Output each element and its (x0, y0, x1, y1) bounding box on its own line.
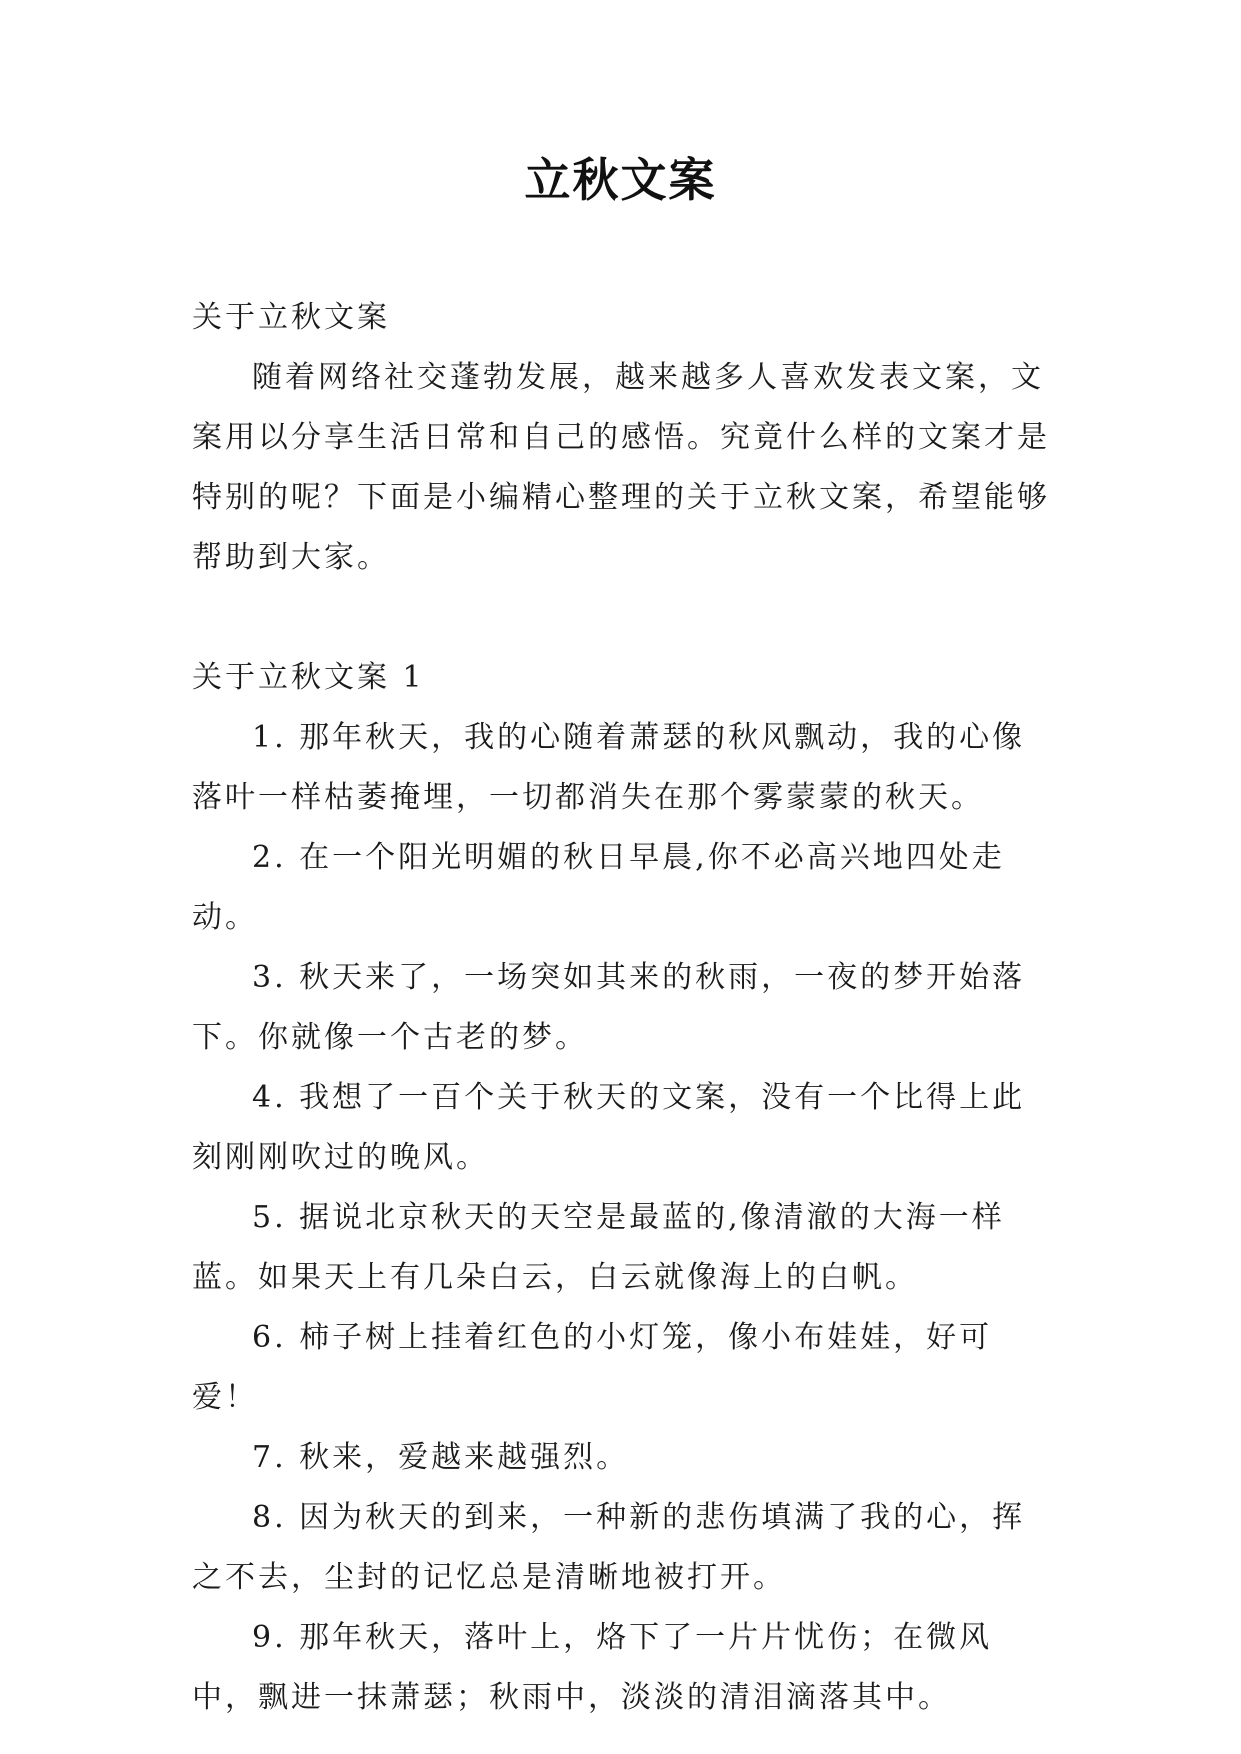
intro-paragraph: 随着网络社交蓬勃发展，越来越多人喜欢发表文案，文案用以分享生活日常和自己的感悟。究竟什么样的文案才是特别的呢？下面是小编精心整理的关于立秋文案，希望能够帮助到大家。 (192, 360, 1050, 575)
document-title: 立秋文案 (524, 153, 717, 207)
list-item: 1. 那年秋天，我的心随着萧瑟的秋风飘动，我的心像落叶一样枯萎掩埋，一切都消失在那个雾蒙蒙的秋天。 (192, 720, 1026, 815)
section-spacer (192, 588, 1052, 648)
section-heading: 关于立秋文案 1 (192, 660, 425, 695)
list-item: 6. 柿子树上挂着红色的小灯笼，像小布娃娃，好可爱！ (192, 1320, 993, 1415)
intro-heading: 关于立秋文案 (192, 300, 390, 335)
list-item: 3. 秋天来了，一场突如其来的秋雨，一夜的梦开始落下。你就像一个古老的梦。 (192, 960, 1026, 1055)
list-item: 5. 据说北京秋天的天空是最蓝的,像清澈的大海一样蓝。如果天上有几朵白云，白云就像海上的白帆。 (192, 1200, 1005, 1295)
list-item: 8. 因为秋天的到来，一种新的悲伤填满了我的心，挥之不去，尘封的记忆总是清晰地被打开。 (192, 1500, 1026, 1595)
list-item: 9. 那年秋天，落叶上，烙下了一片片忧伤；在微风中，飘进一抹萧瑟；秋雨中，淡淡的清泪滴落其中。 (192, 1620, 993, 1715)
list-item: 7. 秋来，爱越来越强烈。 (252, 1440, 630, 1475)
document-body (192, 288, 1052, 1728)
list-item: 2. 在一个阳光明媚的秋日早晨,你不必高兴地四处走动。 (192, 840, 1005, 935)
list-item: 4. 我想了一百个关于秋天的文案，没有一个比得上此刻刚刚吹过的晚风。 (192, 1080, 1026, 1175)
